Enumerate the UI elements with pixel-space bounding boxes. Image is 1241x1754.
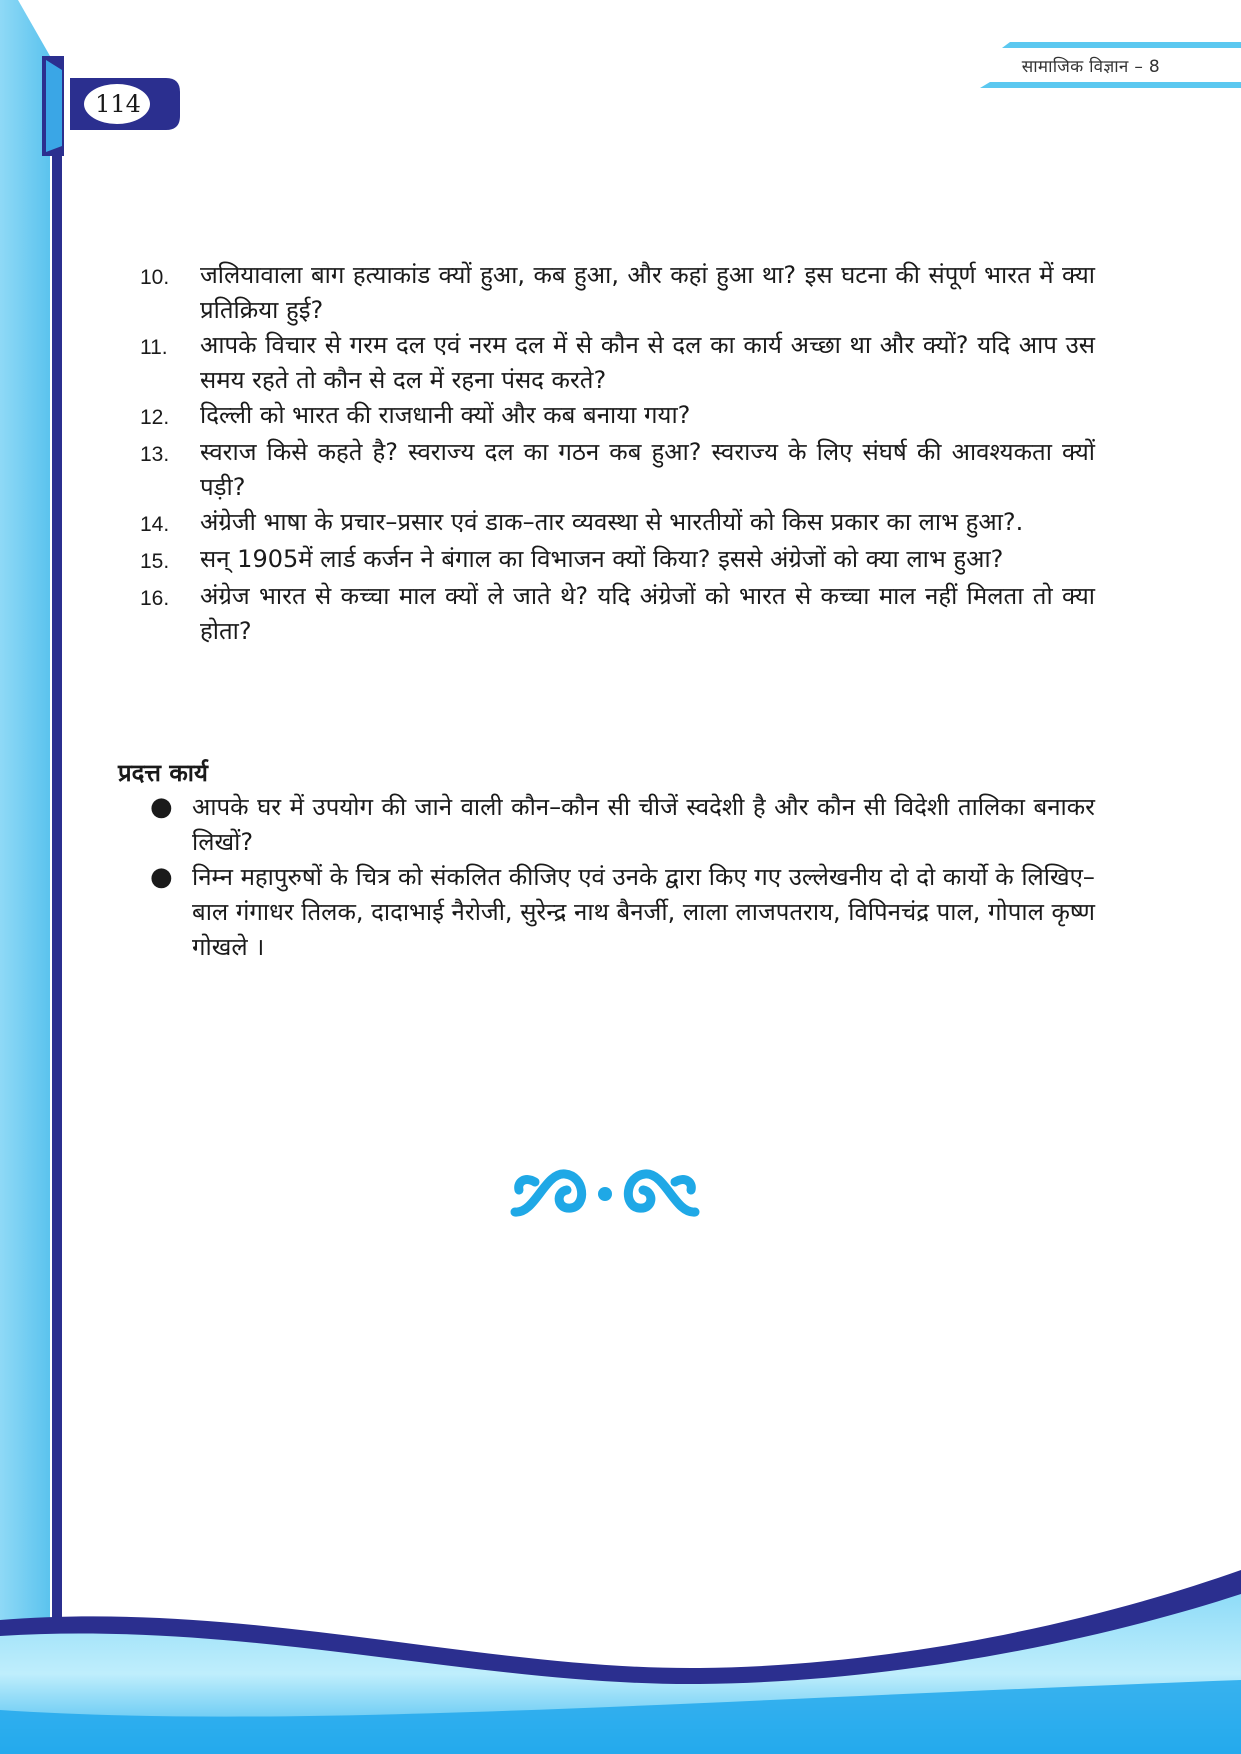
left-border-band [0, 0, 62, 1754]
assignment-item [150, 860, 1095, 895]
question-number: 16. [140, 587, 170, 610]
bullet-icon: ● [150, 792, 173, 822]
question-text: दिल्ली को भारत की राजधानी क्यों और कब बनाया गया? [200, 401, 691, 429]
question-number: 10. [140, 266, 170, 289]
leader-names: बाल गंगाधर तिलक, दादाभाई नैरोजी, सुरेन्द्र नाथ बैनर्जी, लाला लाजपतराय, विपिनचंद्र पाल, गोपाल कृष्ण गोखले । [192, 898, 1095, 961]
question-item [140, 398, 1095, 435]
bullet-icon: ● [150, 862, 173, 892]
assignment-text: आपके घर में उपयोग की जाने वाली कौन–कौन सी चीजें स्वदेशी है और कौन सी विदेशी तालिका बनाकर लिखों? [192, 793, 1095, 856]
section-end-ornament-icon [505, 1162, 705, 1222]
assignment-text: निम्न महापुरुषों के चित्र को संकलित कीजिए एवं उनके द्वारा किए गए उल्लेखनीय दो दो कार्यो के लिखिए– [192, 863, 1095, 891]
page-tab-marker [42, 56, 64, 156]
question-item [140, 435, 1095, 505]
question-number: 15. [140, 550, 170, 573]
question-item [140, 258, 1095, 328]
assignment-item [150, 790, 1095, 860]
bottom-wave-decoration [0, 1560, 1241, 1754]
question-text: सन् 1905में लार्ड कर्जन ने बंगाल का विभाजन क्यों किया? इससे अंग्रेजों को क्या लाभ हुआ? [200, 545, 1004, 573]
question-text: स्वराज किसे कहते है? स्वराज्य दल का गठन कब हुआ? स्वराज्य के लिए संघर्ष की आवश्यकता क्यों पड़ी? [200, 438, 1095, 501]
question-item [140, 505, 1095, 542]
question-list [140, 258, 1095, 649]
assignment-list [150, 790, 1095, 965]
book-title: सामाजिक विज्ञान – 8 [1021, 57, 1160, 77]
question-text: अंग्रेजी भाषा के प्रचार–प्रसार एवं डाक–तार व्यवस्था से भारतीयों को किस प्रकार का लाभ हुआ?. [200, 508, 1024, 536]
question-text: अंग्रेज भारत से कच्चा माल क्यों ले जाते थे? यदि अंग्रेजों को भारत से कच्चा माल नहीं मिलता तो क्या होता? [200, 582, 1095, 645]
page-number: 114 [95, 90, 141, 118]
assignment-heading: प्रदत्त कार्य [118, 758, 208, 787]
question-text: जलियावाला बाग हत्याकांड क्यों हुआ, कब हुआ, और कहां हुआ था? इस घटना की संपूर्ण भारत में क्या प्रतिक्रिया हुई? [200, 261, 1095, 324]
question-item [140, 579, 1095, 649]
question-item [140, 542, 1095, 579]
question-number: 14. [140, 513, 170, 536]
question-text: आपके विचार से गरम दल एवं नरम दल में से कौन से दल का कार्य अच्छा था और क्यों? यदि आप उस समय रहते तो कौन से दल में रहना पंसद करते? [200, 331, 1095, 394]
question-number: 11. [140, 336, 168, 359]
question-number: 13. [140, 443, 170, 466]
question-item [140, 328, 1095, 398]
question-number: 12. [140, 406, 170, 429]
